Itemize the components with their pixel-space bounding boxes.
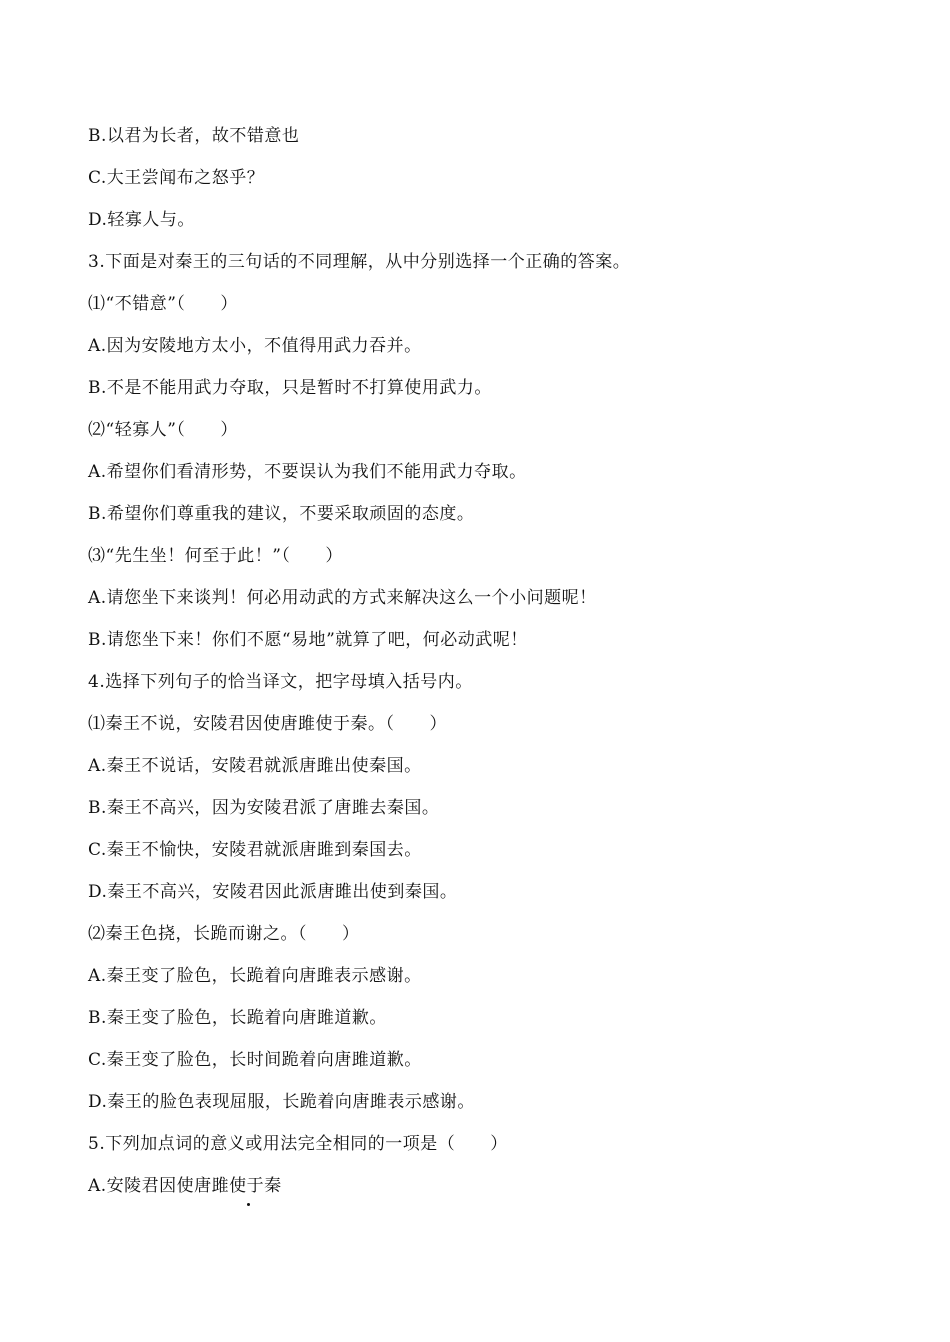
text-line: B.请您坐下来！你们不愿“易地”就算了吧，何必动武呢！ (88, 630, 528, 650)
emphasis-dot (247, 1203, 250, 1206)
text-line: A.秦王变了脸色，长跪着向唐雎表示感谢。 (88, 966, 422, 986)
text-line: B.秦王变了脸色，长跪着向唐雎道歉。 (88, 1008, 387, 1028)
sub-question: ⑶“先生坐！何至于此！”（ ） (88, 546, 343, 566)
text-line: A.请您坐下来谈判！何必用动武的方式来解决这么一个小问题呢！ (88, 588, 597, 608)
text-line: B.秦王不高兴，因为安陵君派了唐雎去秦国。 (88, 798, 440, 818)
text-line: C.大王尝闻布之怒乎？ (88, 168, 265, 188)
text-line: A.因为安陵地方太小，不值得用武力吞并。 (88, 336, 422, 356)
text-line: A.安陵君因使唐雎使于秦 (88, 1176, 282, 1196)
question-5: 5.下列加点词的意义或用法完全相同的一项是（ ） (88, 1134, 508, 1154)
sub-question: ⑴秦王不说，安陵君因使唐雎使于秦。（ ） (88, 714, 447, 734)
sub-question: ⑴“不错意”（ ） (88, 294, 238, 314)
sub-question: ⑵“轻寡人”（ ） (88, 420, 238, 440)
text-line: A.秦王不说话，安陵君就派唐雎出使秦国。 (88, 756, 422, 776)
text-line: D.秦王不高兴，安陵君因此派唐雎出使到秦国。 (88, 882, 458, 902)
question-4: 4.选择下列句子的恰当译文，把字母填入括号内。 (88, 672, 473, 692)
text-line: B.希望你们尊重我的建议，不要采取顽固的态度。 (88, 504, 475, 524)
text-line: D.轻寡人与。 (88, 210, 195, 230)
text-line: A.希望你们看清形势，不要误认为我们不能用武力夺取。 (88, 462, 527, 482)
text-line: D.秦王的脸色表现屈服，长跪着向唐雎表示感谢。 (88, 1092, 475, 1112)
question-3: 3.下面是对秦王的三句话的不同理解，从中分别选择一个正确的答案。 (88, 252, 631, 272)
text-line: C.秦王不愉快，安陵君就派唐雎到秦国去。 (88, 840, 422, 860)
text-line: C.秦王变了脸色，长时间跪着向唐雎道歉。 (88, 1050, 422, 1070)
sub-question: ⑵秦王色挠，长跪而谢之。（ ） (88, 924, 360, 944)
text-line: B.以君为长者，故不错意也 (88, 126, 300, 146)
text-line: B.不是不能用武力夺取，只是暂时不打算使用武力。 (88, 378, 492, 398)
